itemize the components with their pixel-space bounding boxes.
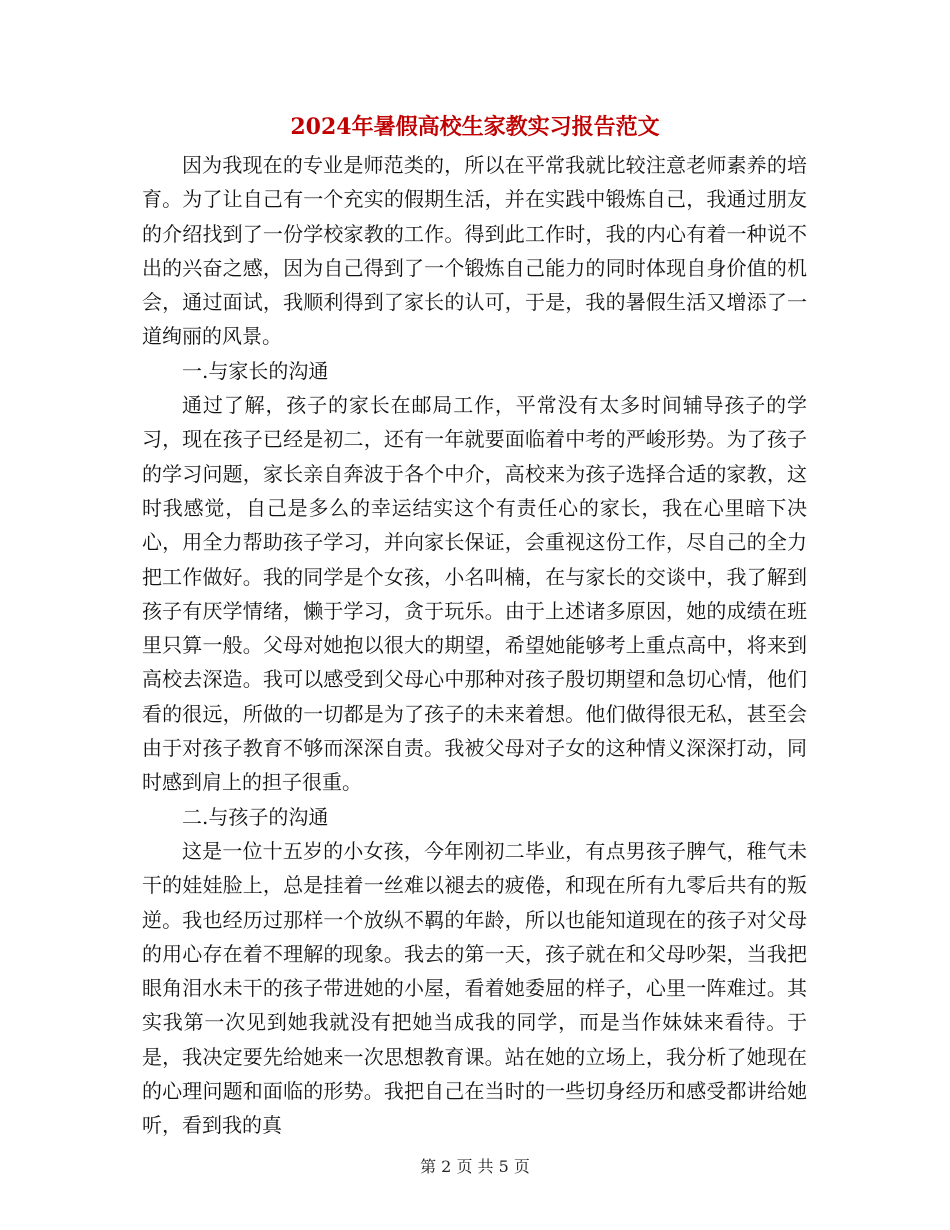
page-footer: 第 2 页 共 5 页 [420,1157,530,1176]
section-heading-child: 二.与孩子的沟通 [182,804,329,829]
document-title: 2024年暑假高校生家教实习报告范文 [290,114,660,140]
paragraph-child: 这是一位十五岁的小女孩，今年刚初二毕业，有点男孩子脾气，稚气未干的娃娃脸上，总是挂着一丝难以褪去的疲倦，和现在所有九零后共有的叛逆。我也经历过那样一个放纵不羁的年龄，所以也能知道现在的孩子对父母的用心存在着不理解的现象。我去的第一天，孩子就在和父母吵架，当我把眼角泪水未干的孩子带进她的小屋，看着她委屈的样子，心里一阵难过。其实我第一次见到她我就没有把她当成我的同学，而是当作妹妹来看待。于是，我决定要先给她来一次思想教育课。站在她的立场上，我分析了她现在的心理问题和面临的形势。我把自己在当时的一些切身经历和感受都讲给她听，看到我的真 [142,838,807,1138]
paragraph-parents: 通过了解，孩子的家长在邮局工作，平常没有太多时间辅导孩子的学习，现在孩子已经是初二，还有一年就要面临着中考的严峻形势。为了孩子的学习问题，家长亲自奔波于各个中介，高校来为孩子选择合适的家教，这时我感觉，自己是多么的幸运结实这个有责任心的家长，我在心里暗下决心，用全力帮助孩子学习，并向家长保证，会重视这份工作，尽自己的全力把工作做好。我的同学是个女孩，小名叫楠，在与家长的交谈中，我了解到孩子有厌学情绪，懒于学习，贪于玩乐。由于上述诸多原因，她的成绩在班里只算一般。父母对她抱以很大的期望，希望她能够考上重点高中，将来到高校去深造。我可以感受到父母心中那种对孩子殷切期望和急切心情，他们看的很远，所做的一切都是为了孩子的未来着想。他们做得很无私，甚至会由于对孩子教育不够而深深自责。我被父母对子女的这种情义深深打动，同时感到肩上的担子很重。 [142,393,807,795]
document-body [142,148,807,1143]
section-heading-parents: 一.与家长的沟通 [182,358,329,383]
paragraph-intro: 因为我现在的专业是师范类的，所以在平常我就比较注意老师素养的培育。为了让自己有一个充实的假期生活，并在实践中锻炼自己，我通过朋友的介绍找到了一份学校家教的工作。得到此工作时，我的内心有着一种说不出的兴奋之感，因为自己得到了一个锻炼自己能力的同时体现自身价值的机会，通过面试，我顺利得到了家长的认可，于是，我的暑假生活又增添了一道绚丽的风景。 [142,153,807,349]
